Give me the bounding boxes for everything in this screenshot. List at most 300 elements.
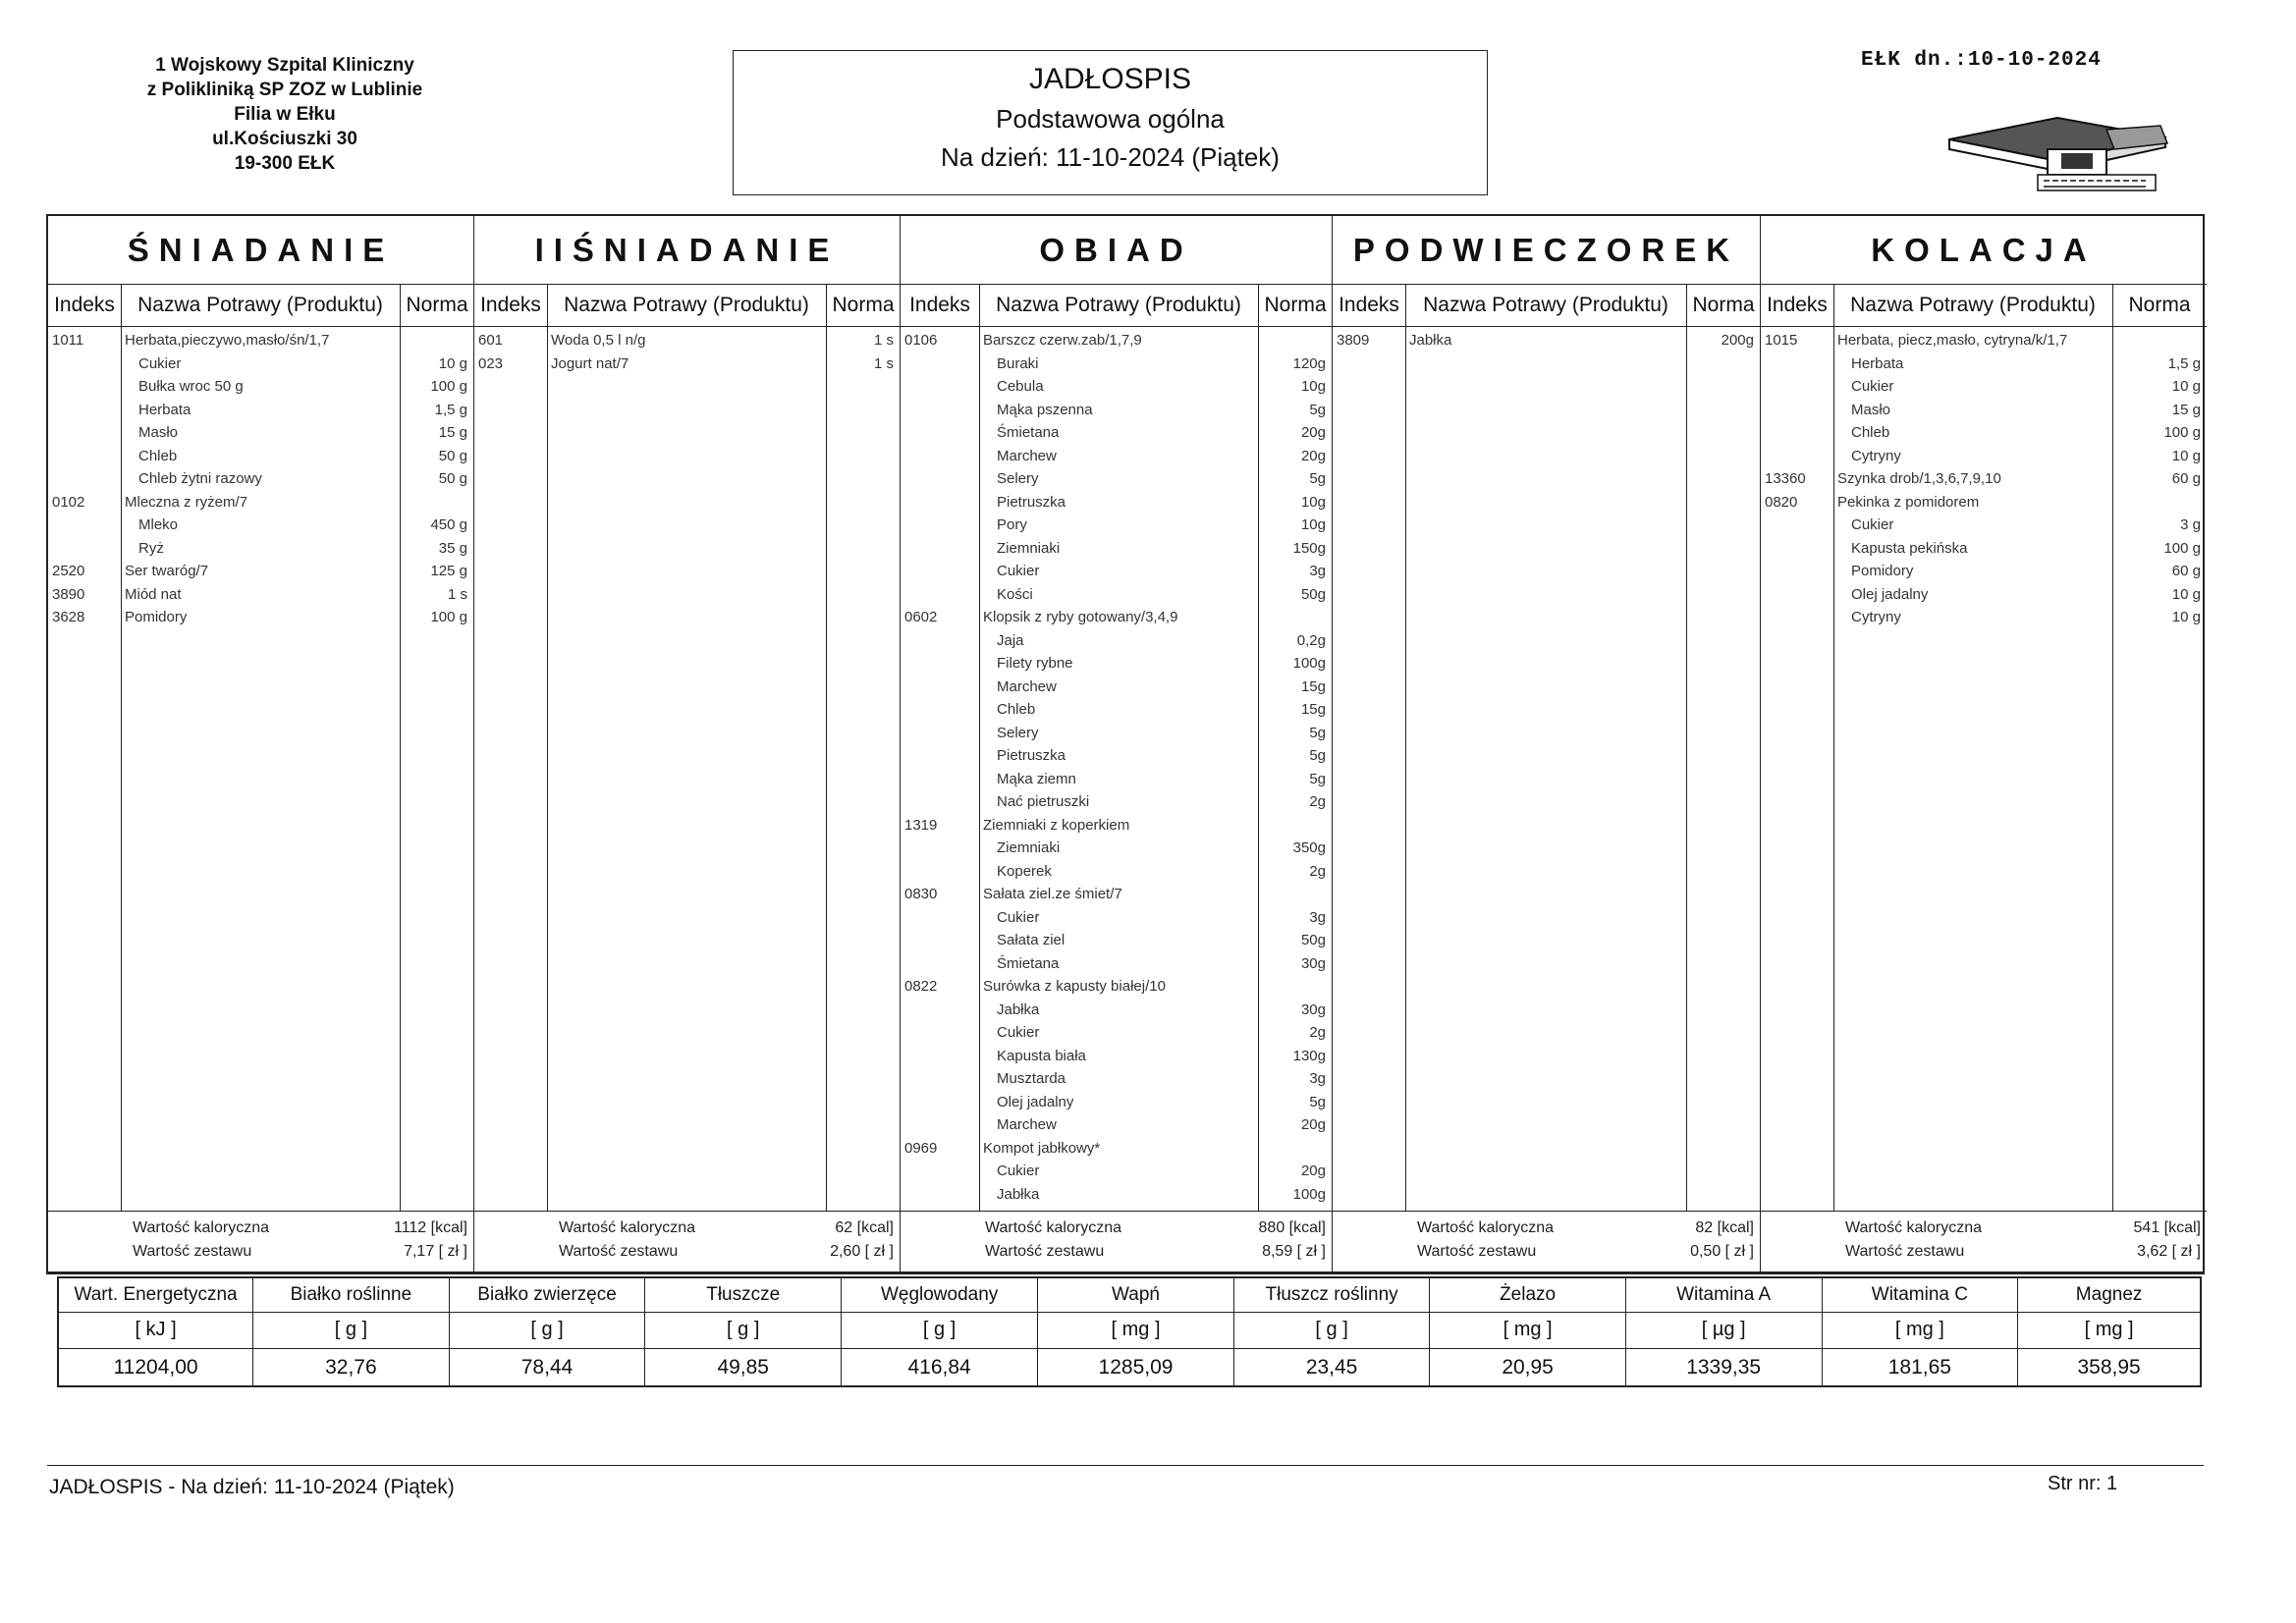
nutrition-value-zelazo: 20,95 (1430, 1349, 1625, 1386)
norm-value: 0,2g (1296, 631, 1326, 649)
meal-column-kolacja (1761, 216, 2207, 1271)
cost-value: 2,60 [ zł ] (830, 1243, 894, 1260)
diet-name: Podstawowa ogólna (996, 104, 1225, 134)
ingredient-name: Cukier (997, 1024, 1040, 1041)
ingredient-row (901, 838, 1332, 861)
column-header-norm: Norma (2128, 294, 2191, 316)
norm-value: 100 g (2163, 539, 2201, 557)
ingredient-name: Chleb (138, 447, 178, 464)
institution-address (93, 53, 476, 176)
ingredient-row (901, 630, 1332, 654)
dish-index: 1319 (904, 816, 938, 834)
calorie-value: 82 [kcal] (1695, 1219, 1754, 1236)
norm-value: 60 g (2171, 470, 2201, 487)
dish-index: 023 (478, 354, 504, 372)
page-number: Str nr: 1 (2048, 1473, 2118, 1494)
norm-value: 5g (1309, 724, 1326, 741)
nutrition-header-weglowodany: Węglowodany (842, 1278, 1038, 1313)
ingredient-row (901, 561, 1332, 584)
dish-index: 1015 (1765, 332, 1798, 349)
norm-value: 450 g (430, 516, 467, 533)
dish-row (1333, 330, 1760, 353)
column-header-name: Nazwa Potrawy (Produktu) (1423, 294, 1668, 316)
nutrition-units-row (59, 1312, 2201, 1349)
ingredient-name: Mąka ziemn (997, 770, 1076, 787)
ingredient-row (901, 653, 1332, 676)
ingredient-row (1761, 514, 2207, 538)
nutrition-value-witamina-a: 1339,35 (1625, 1349, 1822, 1386)
ingredient-row (48, 446, 473, 469)
norm-value: 50g (1300, 585, 1326, 603)
calorie-label: Wartość kaloryczna (1845, 1219, 1982, 1236)
norm-value: 10 g (2171, 609, 2201, 625)
nutrition-header-bialko-zwierzece: Białko zwierzęce (449, 1278, 645, 1313)
dish-index: 0820 (1765, 493, 1798, 511)
ingredient-row (1761, 561, 2207, 584)
ingredient-name: Chleb (1851, 424, 1890, 441)
ingredient-row (901, 1022, 1332, 1046)
ingredient-name: Jabłka (997, 1001, 1040, 1018)
ingredient-name: Masło (138, 424, 179, 441)
dish-row (48, 492, 473, 515)
norm-value: 1 s (447, 585, 467, 603)
summary-line (1761, 1243, 2207, 1267)
ingredient-row (48, 400, 473, 423)
footer-title: JADŁOSPIS - Na dzień: 11-10-2024 (Piątek) (49, 1476, 455, 1498)
ingredient-row (901, 723, 1332, 746)
dish-row (474, 353, 900, 377)
nutrition-header-zelazo: Żelazo (1430, 1278, 1625, 1313)
ingredient-row (48, 376, 473, 400)
norm-value: 60 g (2171, 563, 2201, 579)
column-header-index: Indeks (909, 294, 970, 316)
dish-name: Ser twaróg/7 (125, 563, 209, 579)
ingredient-row (901, 745, 1332, 769)
ingredient-name: Kości (997, 585, 1033, 603)
dish-name: Herbata,pieczywo,masło/śn/1,7 (125, 332, 330, 349)
dish-row (901, 976, 1332, 1000)
norm-value: 1,5 g (2167, 354, 2201, 372)
norm-value: 1,5 g (434, 401, 467, 418)
meal-title: KOLACJA (1761, 216, 2207, 285)
nutrition-unit-bialko-zwierzece: [ g ] (449, 1312, 645, 1349)
ingredient-row (1761, 422, 2207, 446)
ingredient-name: Buraki (997, 354, 1039, 372)
nutrition-header-witamina-c: Witamina C (1822, 1278, 2018, 1313)
ingredient-name: Koperek (997, 862, 1052, 880)
ingredient-row (901, 538, 1332, 562)
ingredient-name: Mąka pszenna (997, 401, 1093, 418)
dish-name: Barszcz czerw.zab/1,7,9 (983, 332, 1142, 349)
nutrition-unit-magnez: [ mg ] (2018, 1312, 2201, 1349)
dish-name: Ziemniaki z koperkiem (983, 816, 1130, 834)
ingredient-name: Jaja (997, 631, 1024, 649)
dish-row (901, 884, 1332, 907)
menu-date: Na dzień: 11-10-2024 (Piątek) (941, 142, 1280, 172)
norm-value: 5g (1309, 470, 1326, 487)
nutrition-values-row (59, 1349, 2201, 1386)
ingredient-name: Nać pietruszki (997, 793, 1090, 810)
ingredient-row (901, 907, 1332, 931)
dish-name: Jogurt nat/7 (551, 354, 629, 372)
ingredient-row (901, 376, 1332, 400)
meal-column-sniadanie (48, 216, 474, 1271)
title-box (733, 50, 1488, 195)
column-divider (1686, 284, 1687, 1211)
dish-name: Klopsik z ryby gotowany/3,4,9 (983, 609, 1178, 625)
norm-value: 30g (1300, 1001, 1326, 1018)
norm-value: 10g (1300, 516, 1326, 533)
norm-value: 200g (1721, 332, 1754, 349)
calorie-value: 62 [kcal] (835, 1219, 894, 1236)
norm-value: 20g (1300, 1116, 1326, 1133)
ingredient-row (48, 468, 473, 492)
meal-column-iisniadanie (474, 216, 901, 1271)
norm-value: 3 g (2180, 516, 2201, 533)
dish-index: 0969 (904, 1139, 938, 1157)
norm-value: 150g (1292, 539, 1326, 557)
ingredient-name: Cebula (997, 378, 1044, 395)
norm-value: 350g (1292, 839, 1326, 856)
ingredient-name: Selery (997, 724, 1039, 741)
summary-line (48, 1219, 473, 1243)
ingredient-name: Chleb (997, 701, 1036, 718)
ingredient-row (901, 468, 1332, 492)
ingredient-name: Selery (997, 470, 1039, 487)
meal-column-podwieczorek (1333, 216, 1761, 1271)
norm-value: 3g (1309, 563, 1326, 579)
calorie-label: Wartość kaloryczna (133, 1219, 269, 1236)
calorie-label: Wartość kaloryczna (559, 1219, 695, 1236)
dish-name: Miód nat (125, 585, 182, 603)
ingredient-row (901, 676, 1332, 700)
ingredient-name: Śmietana (997, 954, 1060, 972)
summary-line (48, 1243, 473, 1267)
norm-value: 10 g (438, 354, 467, 372)
ingredient-name: Marchew (997, 1116, 1057, 1133)
ingredient-name: Sałata ziel (997, 932, 1066, 948)
nutrition-unit-bialko-roslinne: [ g ] (253, 1312, 450, 1349)
norm-value: 5g (1309, 1093, 1326, 1110)
ingredient-name: Cukier (997, 563, 1040, 579)
norm-value: 100 g (2163, 424, 2201, 441)
norm-value: 130g (1292, 1047, 1326, 1064)
ingredient-name: Śmietana (997, 424, 1060, 441)
dish-index: 3628 (52, 609, 85, 625)
cost-value: 7,17 [ zł ] (404, 1243, 467, 1260)
ingredient-row (901, 492, 1332, 515)
norm-value: 50 g (438, 447, 467, 464)
ingredient-name: Musztarda (997, 1070, 1066, 1087)
nutrition-unit-witamina-c: [ mg ] (1822, 1312, 2018, 1349)
ingredient-row (1761, 607, 2207, 630)
ingredient-row (48, 422, 473, 446)
norm-value: 1 s (873, 354, 894, 372)
cost-label: Wartość zestawu (1417, 1243, 1537, 1260)
norm-value: 15 g (2171, 401, 2201, 418)
dish-row (901, 1138, 1332, 1162)
nutrition-value-magnez: 358,95 (2018, 1349, 2201, 1386)
dish-row (901, 607, 1332, 630)
nutrition-value-tluszcz-roslinny: 23,45 (1233, 1349, 1430, 1386)
ingredient-name: Cytryny (1851, 447, 1901, 464)
dish-index: 1011 (52, 332, 84, 349)
nutrition-value-witamina-c: 181,65 (1822, 1349, 2018, 1386)
norm-value: 10g (1300, 378, 1326, 395)
footer-divider (47, 1465, 2204, 1466)
dish-list (1333, 330, 1760, 353)
institution-line: ul.Kościuszki 30 (212, 129, 357, 149)
meal-summary (901, 1211, 1332, 1277)
calorie-label: Wartość kaloryczna (985, 1219, 1121, 1236)
norm-value: 2g (1309, 1024, 1326, 1041)
city-date: EŁK dn.:10-10-2024 (1861, 49, 2102, 72)
ingredient-row (1761, 538, 2207, 562)
summary-line (901, 1243, 1332, 1267)
norm-value: 125 g (430, 563, 467, 579)
column-header-name: Nazwa Potrawy (Produktu) (996, 294, 1241, 316)
cost-value: 0,50 [ zł ] (1690, 1243, 1754, 1260)
ingredient-row (901, 353, 1332, 377)
ingredient-name: Masło (1851, 401, 1891, 418)
ingredient-row (901, 1184, 1332, 1208)
nutrition-unit-witamina-a: [ µg ] (1625, 1312, 1822, 1349)
nutrition-value-bialko-zwierzece: 78,44 (449, 1349, 645, 1386)
nutrition-value-wapn: 1285,09 (1038, 1349, 1234, 1386)
dish-index: 0822 (904, 978, 938, 995)
ingredient-name: Bułka wroc 50 g (138, 378, 244, 395)
ingredient-row (1761, 584, 2207, 608)
ingredient-name: Cukier (138, 354, 182, 372)
norm-value: 2g (1309, 862, 1326, 880)
norm-value: 10 g (2171, 585, 2201, 603)
column-headers (48, 284, 473, 327)
ingredient-row (901, 1092, 1332, 1115)
ingredient-row (901, 400, 1332, 423)
norm-value: 100g (1292, 1185, 1326, 1203)
dish-name: Woda 0,5 l n/g (551, 332, 646, 349)
dish-list (1761, 330, 2207, 630)
column-headers (901, 284, 1332, 327)
column-header-norm: Norma (832, 294, 895, 316)
dish-row (48, 561, 473, 584)
ingredient-row (48, 353, 473, 377)
book-with-documents-icon (1940, 110, 2175, 194)
ingredient-name: Cukier (1851, 516, 1894, 533)
norm-value: 120g (1292, 354, 1326, 372)
dish-name: Szynka drob/1,3,6,7,9,10 (1837, 470, 2001, 487)
institution-line: 19-300 EŁK (234, 153, 336, 174)
ingredient-row (1761, 376, 2207, 400)
meal-title: ŚNIADANIE (48, 216, 473, 285)
nutrition-value-weglowodany: 416,84 (842, 1349, 1038, 1386)
institution-line: 1 Wojskowy Szpital Kliniczny (155, 55, 414, 76)
dish-list (474, 330, 900, 376)
meal-summary (1333, 1211, 1760, 1277)
summary-line (1333, 1219, 1760, 1243)
ingredient-name: Mleko (138, 516, 179, 533)
meal-title: OBIAD (901, 216, 1332, 285)
nutrition-header-witamina-a: Witamina A (1625, 1278, 1822, 1313)
ingredient-row (901, 1000, 1332, 1023)
dish-row (48, 607, 473, 630)
calorie-value: 541 [kcal] (2133, 1219, 2201, 1236)
cost-label: Wartość zestawu (985, 1243, 1105, 1260)
norm-value: 5g (1309, 401, 1326, 418)
dish-row (1761, 492, 2207, 515)
nutrition-value-bialko-roslinne: 32,76 (253, 1349, 450, 1386)
column-header-name: Nazwa Potrawy (Produktu) (137, 294, 383, 316)
dish-list (48, 330, 473, 630)
ingredient-name: Marchew (997, 677, 1057, 695)
norm-value: 10 g (2171, 378, 2201, 395)
ingredient-name: Filety rybne (997, 655, 1073, 672)
dish-index: 0830 (904, 886, 938, 902)
calorie-label: Wartość kaloryczna (1417, 1219, 1554, 1236)
norm-value: 5g (1309, 770, 1326, 787)
ingredient-name: Olej jadalny (1851, 585, 1929, 603)
ingredient-row (901, 953, 1332, 977)
column-header-index: Indeks (480, 294, 541, 316)
meal-title: PODWIECZOREK (1333, 216, 1760, 285)
ingredient-row (901, 791, 1332, 815)
norm-value: 10 g (2171, 447, 2201, 464)
dish-name: Pekinka z pomidorem (1837, 493, 1980, 511)
cost-value: 8,59 [ zł ] (1262, 1243, 1326, 1260)
dish-name: Pomidory (125, 609, 188, 625)
ingredient-name: Cukier (997, 908, 1040, 926)
ingredient-row (901, 446, 1332, 469)
nutrition-unit-wapn: [ mg ] (1038, 1312, 1234, 1349)
column-header-index: Indeks (1339, 294, 1399, 316)
norm-value: 5g (1309, 747, 1326, 764)
ingredient-name: Olej jadalny (997, 1093, 1074, 1110)
ingredient-row (901, 930, 1332, 953)
ingredient-row (48, 514, 473, 538)
ingredient-name: Pietruszka (997, 747, 1066, 764)
summary-line (901, 1219, 1332, 1243)
nutrition-unit-tluszcze: [ g ] (645, 1312, 842, 1349)
norm-value: 50g (1300, 932, 1326, 948)
ingredient-name: Kapusta biała (997, 1047, 1086, 1064)
column-header-name: Nazwa Potrawy (Produktu) (1850, 294, 2096, 316)
ingredient-name: Ryż (138, 539, 164, 557)
column-header-norm: Norma (1264, 294, 1327, 316)
column-headers (1333, 284, 1760, 327)
ingredient-row (48, 538, 473, 562)
column-header-index: Indeks (54, 294, 115, 316)
ingredient-name: Marchew (997, 447, 1057, 464)
dish-row (474, 330, 900, 353)
column-header-index: Indeks (1767, 294, 1828, 316)
nutrition-header-bialko-roslinne: Białko roślinne (253, 1278, 450, 1313)
cost-label: Wartość zestawu (559, 1243, 679, 1260)
norm-value: 30g (1300, 954, 1326, 972)
ingredient-row (901, 769, 1332, 792)
cost-value: 3,62 [ zł ] (2137, 1243, 2201, 1260)
ingredient-name: Cukier (1851, 378, 1894, 395)
dish-index: 0102 (52, 493, 85, 511)
norm-value: 15 g (438, 424, 467, 441)
norm-value: 3g (1309, 908, 1326, 926)
calorie-value: 880 [kcal] (1258, 1219, 1326, 1236)
norm-value: 15g (1300, 701, 1326, 718)
ingredient-name: Ziemniaki (997, 839, 1061, 856)
meal-column-obiad (901, 216, 1333, 1271)
nutrition-unit-tluszcz-roslinny: [ g ] (1233, 1312, 1430, 1349)
dish-row (1761, 468, 2207, 492)
norm-value: 100 g (430, 609, 467, 625)
summary-line (474, 1219, 900, 1243)
meal-title: IIŚNIADANIE (474, 216, 900, 285)
ingredient-row (901, 584, 1332, 608)
dish-name: Kompot jabłkowy* (983, 1139, 1101, 1157)
ingredient-row (901, 1161, 1332, 1184)
cost-label: Wartość zestawu (133, 1243, 252, 1260)
summary-line (474, 1243, 900, 1267)
norm-value: 100g (1292, 655, 1326, 672)
ingredient-name: Herbata (138, 401, 191, 418)
dish-index: 2520 (52, 563, 85, 579)
meal-summary (474, 1211, 900, 1277)
column-headers (474, 284, 900, 327)
ingredient-name: Kapusta pekińska (1851, 539, 1968, 557)
ingredient-row (901, 422, 1332, 446)
ingredient-row (901, 1046, 1332, 1069)
dish-name: Herbata, piecz,masło, cytryna/k/1,7 (1837, 332, 2068, 349)
ingredient-row (901, 514, 1332, 538)
norm-value: 20g (1300, 424, 1326, 441)
cost-label: Wartość zestawu (1845, 1243, 1965, 1260)
nutrition-value-wart-energetyczna: 11204,00 (59, 1349, 253, 1386)
ingredient-name: Pory (997, 516, 1027, 533)
dish-name: Jabłka (1409, 332, 1452, 349)
ingredient-name: Ziemniaki (997, 539, 1061, 557)
norm-value: 35 g (438, 539, 467, 557)
ingredient-row (901, 1068, 1332, 1092)
column-header-norm: Norma (406, 294, 468, 316)
meal-summary (48, 1211, 473, 1277)
dish-index: 13360 (1765, 470, 1806, 487)
norm-value: 3g (1309, 1070, 1326, 1087)
institution-line: z Polikliniką SP ZOZ w Lublinie (146, 80, 423, 100)
norm-value: 20g (1300, 447, 1326, 464)
ingredient-name: Cytryny (1851, 609, 1901, 625)
norm-value: 2g (1309, 793, 1326, 810)
nutrition-header-wapn: Wapń (1038, 1278, 1234, 1313)
page-title: JADŁOSPIS (1028, 63, 1192, 95)
column-divider (547, 284, 548, 1211)
dish-row (48, 330, 473, 353)
nutrition-header-magnez: Magnez (2018, 1278, 2201, 1313)
norm-value: 1 s (873, 332, 894, 349)
dish-row (48, 584, 473, 608)
dish-index: 0602 (904, 609, 938, 625)
calorie-value: 1112 [kcal] (393, 1219, 467, 1236)
institution-line: Filia w Ełku (234, 104, 336, 125)
norm-value: 20g (1300, 1163, 1326, 1179)
ingredient-name: Chleb żytni razowy (138, 470, 262, 487)
dish-name: Mleczna z ryżem/7 (125, 493, 248, 511)
meal-summary (1761, 1211, 2207, 1277)
norm-value: 15g (1300, 677, 1326, 695)
nutrition-unit-wart-energetyczna: [ kJ ] (59, 1312, 253, 1349)
column-divider (826, 284, 827, 1211)
nutrition-header-tluszcz-roslinny: Tłuszcz roślinny (1233, 1278, 1430, 1313)
summary-line (1333, 1243, 1760, 1267)
ingredient-row (901, 861, 1332, 885)
nutrition-header-tluszcze: Tłuszcze (645, 1278, 842, 1313)
